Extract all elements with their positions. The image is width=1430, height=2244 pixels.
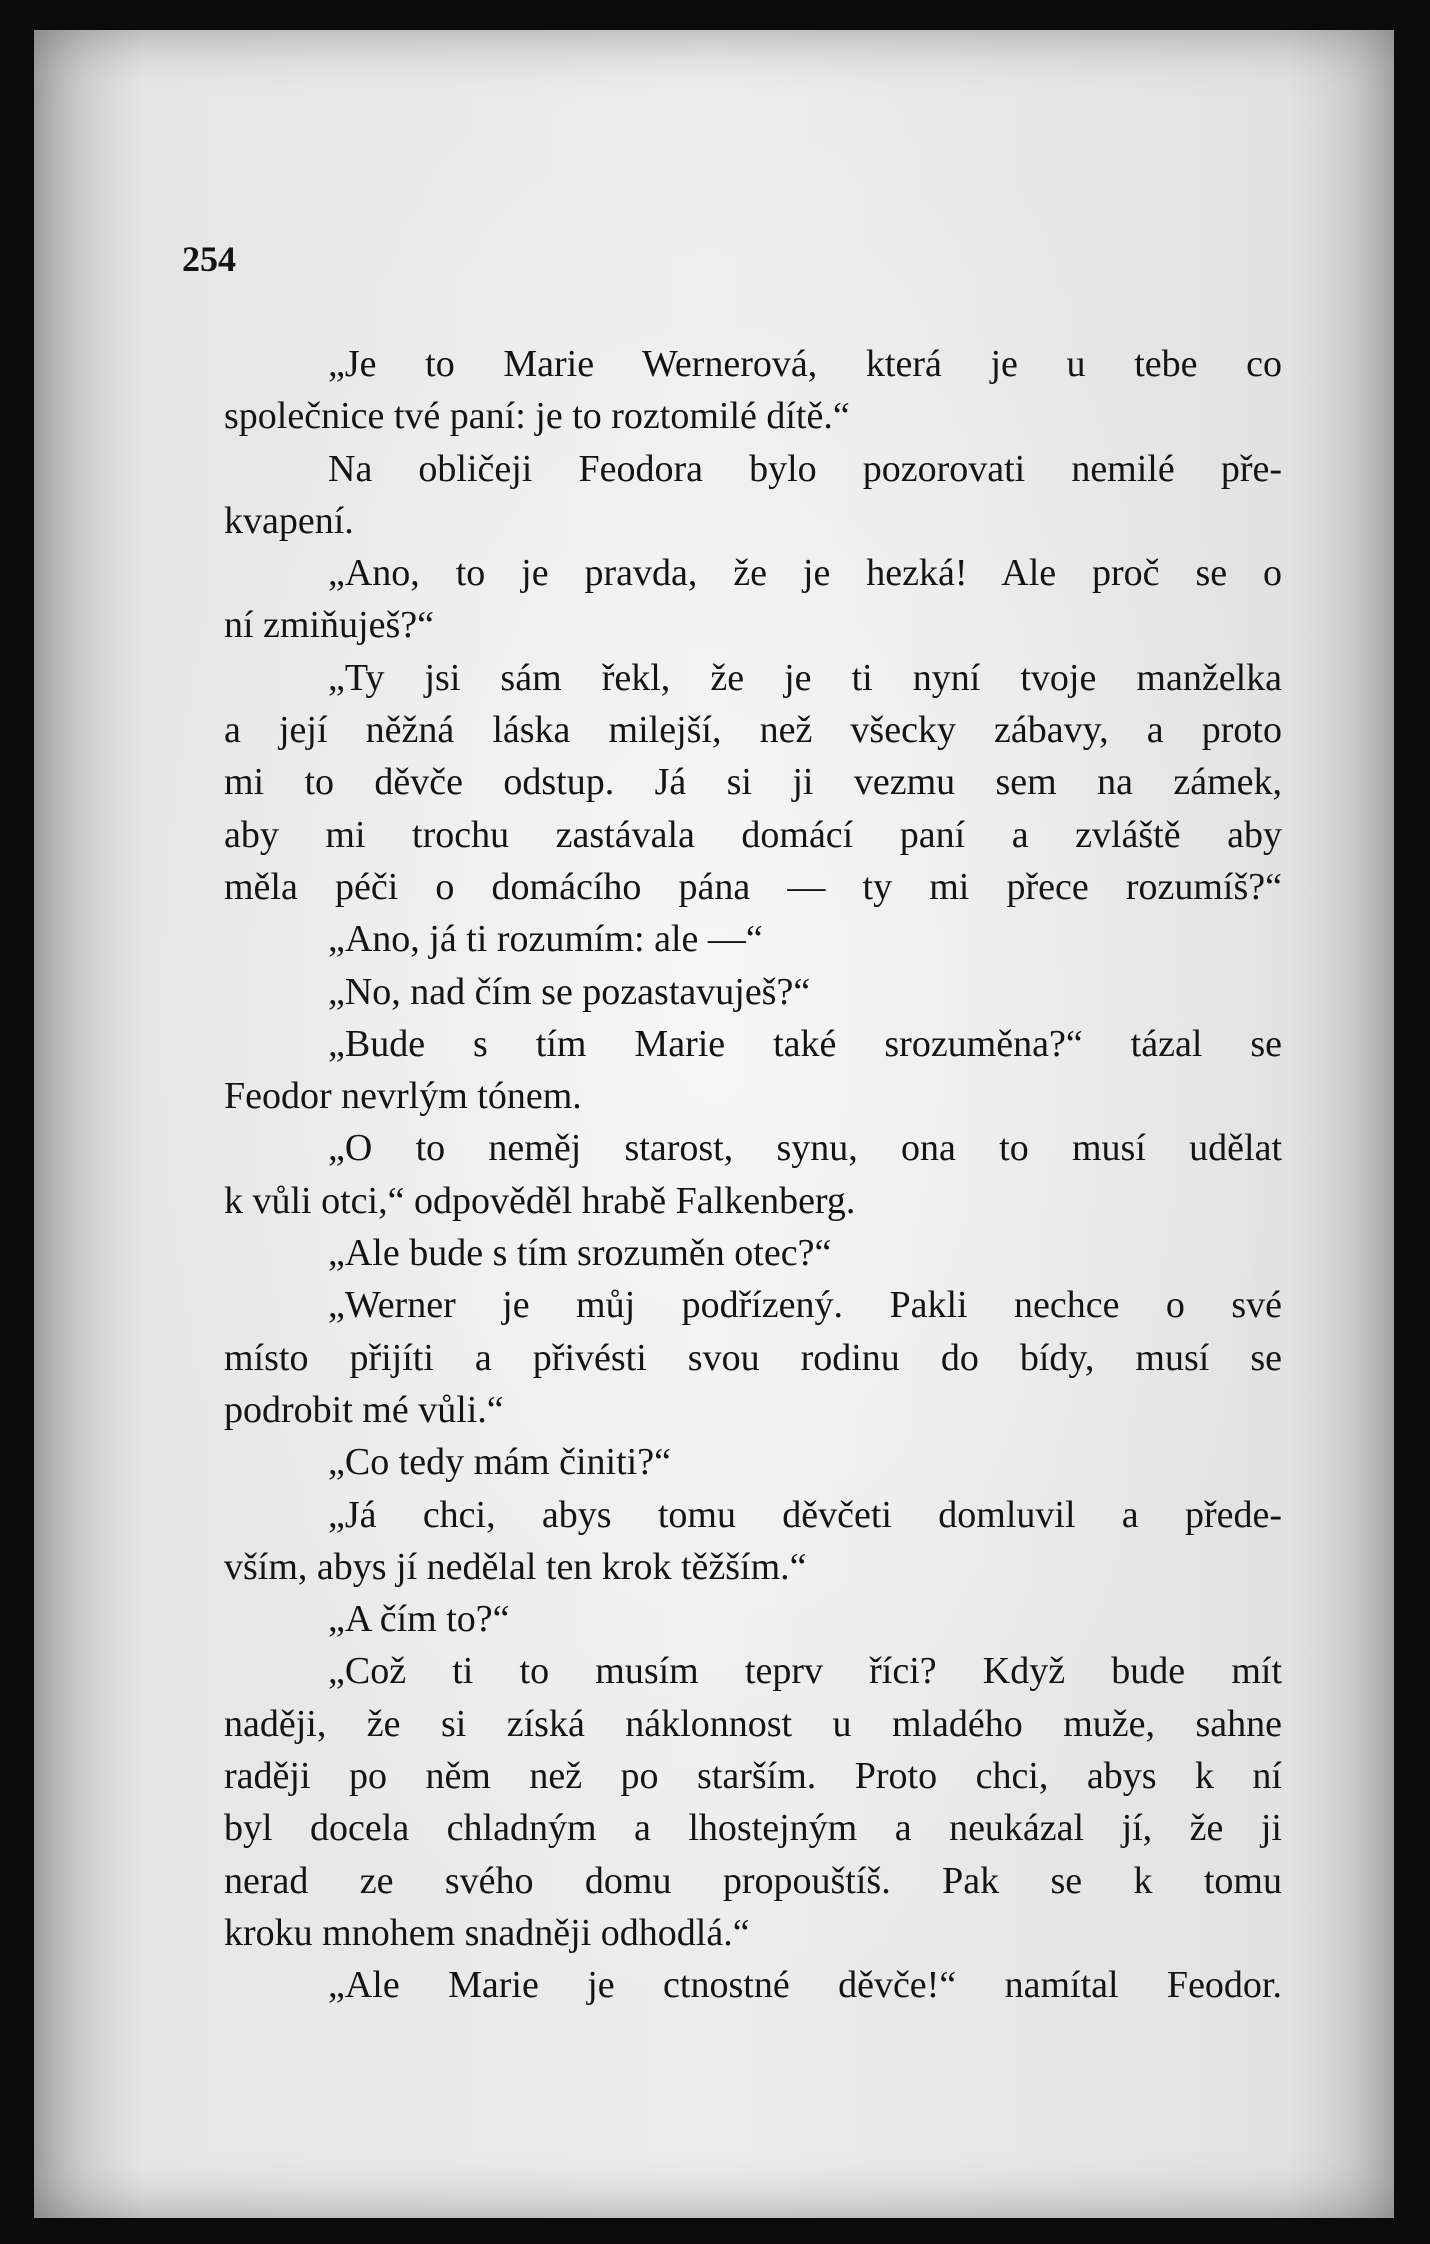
body-text xyxy=(224,338,1282,2012)
book-page xyxy=(34,30,1394,2218)
text-line: kvapení. xyxy=(224,499,354,542)
text-line: vším, abys jí nedělal ten krok těžším.“ xyxy=(224,1545,807,1588)
text-line: ní zmiňuješ?“ xyxy=(224,604,434,647)
text-line: „Ale bude s tím srozuměn otec?“ xyxy=(328,1232,832,1275)
text-line: „A čím to?“ xyxy=(328,1598,510,1641)
text-line: „Což ti to musím teprv říci? Když bude mít xyxy=(328,1650,1282,1693)
text-line: Na obličeji Feodora bylo pozorovati nemilé pře- xyxy=(328,447,1282,490)
text-line: „Je to Marie Wernerová, která je u tebe co xyxy=(328,343,1282,385)
text-line: „Já chci, abys tomu děvčeti domluvil a přede- xyxy=(328,1493,1282,1536)
text-line: „Ale Marie je ctnostné děvče!“ namítal Feodor. xyxy=(328,1964,1282,2007)
text-line: nerad ze svého domu propouštíš. Pak se k tomu xyxy=(224,1859,1282,1902)
text-line: naději, že si získá náklonnost u mladého muže, sahne xyxy=(224,1702,1282,1745)
text-line: „Ano, já ti rozumím: ale —“ xyxy=(328,918,763,961)
text-line: „Ty jsi sám řekl, že je ti nyní tvoje manželka xyxy=(328,656,1282,699)
text-line: „Ano, to je pravda, že je hezká! Ale proč se o xyxy=(328,552,1282,595)
text-line: a její něžná láska milejší, než všecky zábavy, a proto xyxy=(224,709,1282,752)
text-line: měla péči o domácího pána — ty mi přece rozumíš?“ xyxy=(224,865,1282,908)
text-line: byl docela chladným a lhostejným a neukázal jí, že ji xyxy=(224,1807,1282,1850)
text-line: místo přijíti a přivésti svou rodinu do bídy, musí se xyxy=(224,1336,1282,1379)
page-number: 254 xyxy=(182,239,236,279)
text-line: „Bude s tím Marie také srozuměna?“ tázal se xyxy=(328,1022,1282,1065)
text-line: „Co tedy mám činiti?“ xyxy=(328,1441,671,1484)
text-line: „O to neměj starost, synu, ona to musí udělat xyxy=(328,1127,1282,1170)
text-line: raději po něm než po starším. Proto chci, abys k ní xyxy=(224,1755,1282,1798)
text-line: „Werner je můj podřízený. Pakli nechce o své xyxy=(328,1284,1282,1327)
text-line: „No, nad čím se pozastavuješ?“ xyxy=(328,970,811,1013)
text-line: společnice tvé paní: je to roztomilé dítě.“ xyxy=(224,395,850,438)
text-line: kroku mnohem snadněji odhodlá.“ xyxy=(224,1911,750,1954)
text-line: k vůli otci,“ odpověděl hrabě Falkenberg. xyxy=(224,1179,856,1222)
text-line: mi to děvče odstup. Já si ji vezmu sem na zámek, xyxy=(224,761,1282,804)
text-line: podrobit mé vůli.“ xyxy=(224,1388,504,1431)
text-line: Feodor nevrlým tónem. xyxy=(224,1075,582,1118)
text-line: aby mi trochu zastávala domácí paní a zvláště aby xyxy=(224,813,1282,856)
